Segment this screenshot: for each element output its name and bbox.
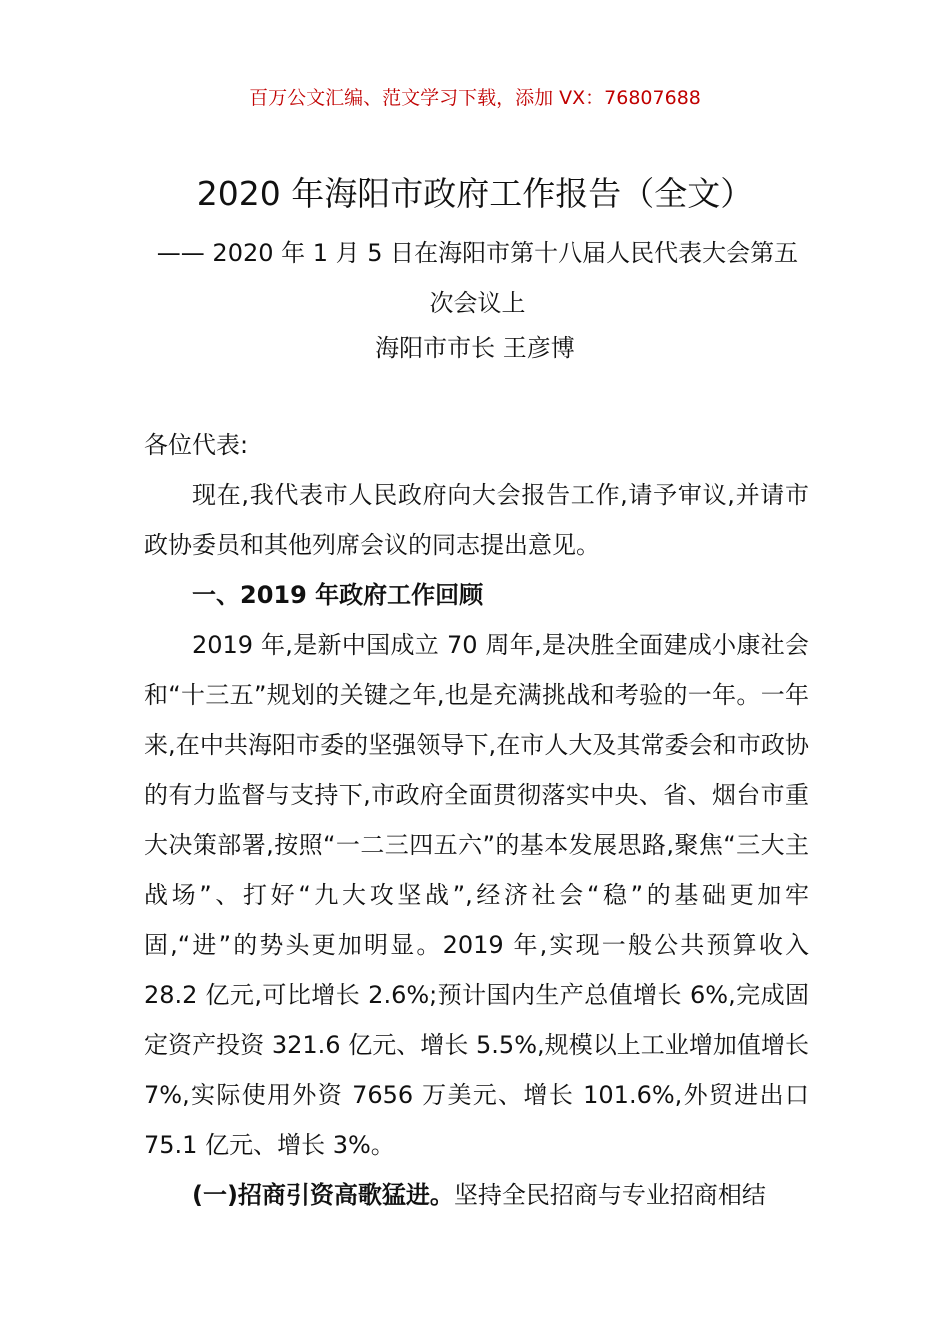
subsection-heading: (一)招商引资高歌猛进。	[192, 1181, 454, 1209]
document-author: 海阳市市长 王彦博	[375, 334, 575, 362]
salutation: 各位代表:	[144, 431, 249, 459]
subsection-text: 坚持全民招商与专业招商相结	[453, 1181, 766, 1209]
review-paragraph: 2019 年,是新中国成立 70 周年,是决胜全面建成小康社会和“十三五”规划的关键之年,也是充满挑战和考验的一年。一年来,在中共海阳市委的坚强领导下,在市人大及其常委会和市政协的有力监督与支持下,市政府全面贯彻落实中央、省、烟台市重大决策部署,按照“一二三四五六”的基本发展思路,聚焦“三大主战场”、打好“九大攻坚战”,经济社会“稳”的基础更加牢固,“进”的势头更加明显。2019 年,实现一般公共预算收入 28.2 亿元,可比增长 2.6%;预计国内生产总值增长 6%,完成固定资产投资 321.6 亿元、增长 5.5%,规模以上工业增加值增长 7%,实际使用外资 7656 万美元、增长 101.6%,外贸进出口 75.1 亿元、增长 3%。	[144, 631, 809, 1159]
subsection-paragraph	[144, 1170, 809, 1220]
document-title: 2020 年海阳市政府工作报告（全文）	[196, 174, 754, 213]
header-promo-note: 百万公文汇编、范文学习下载，添加 VX：76807688	[249, 87, 701, 109]
intro-paragraph: 现在,我代表市人民政府向大会报告工作,请予审议,并请市政协委员和其他列席会议的同志提出意见。	[144, 481, 809, 559]
document-subtitle: —— 2020 年 1 月 5 日在海阳市第十八届人民代表大会第五次会议上	[156, 239, 799, 317]
document-body	[144, 420, 809, 1220]
section-heading: 一、2019 年政府工作回顾	[192, 581, 484, 609]
